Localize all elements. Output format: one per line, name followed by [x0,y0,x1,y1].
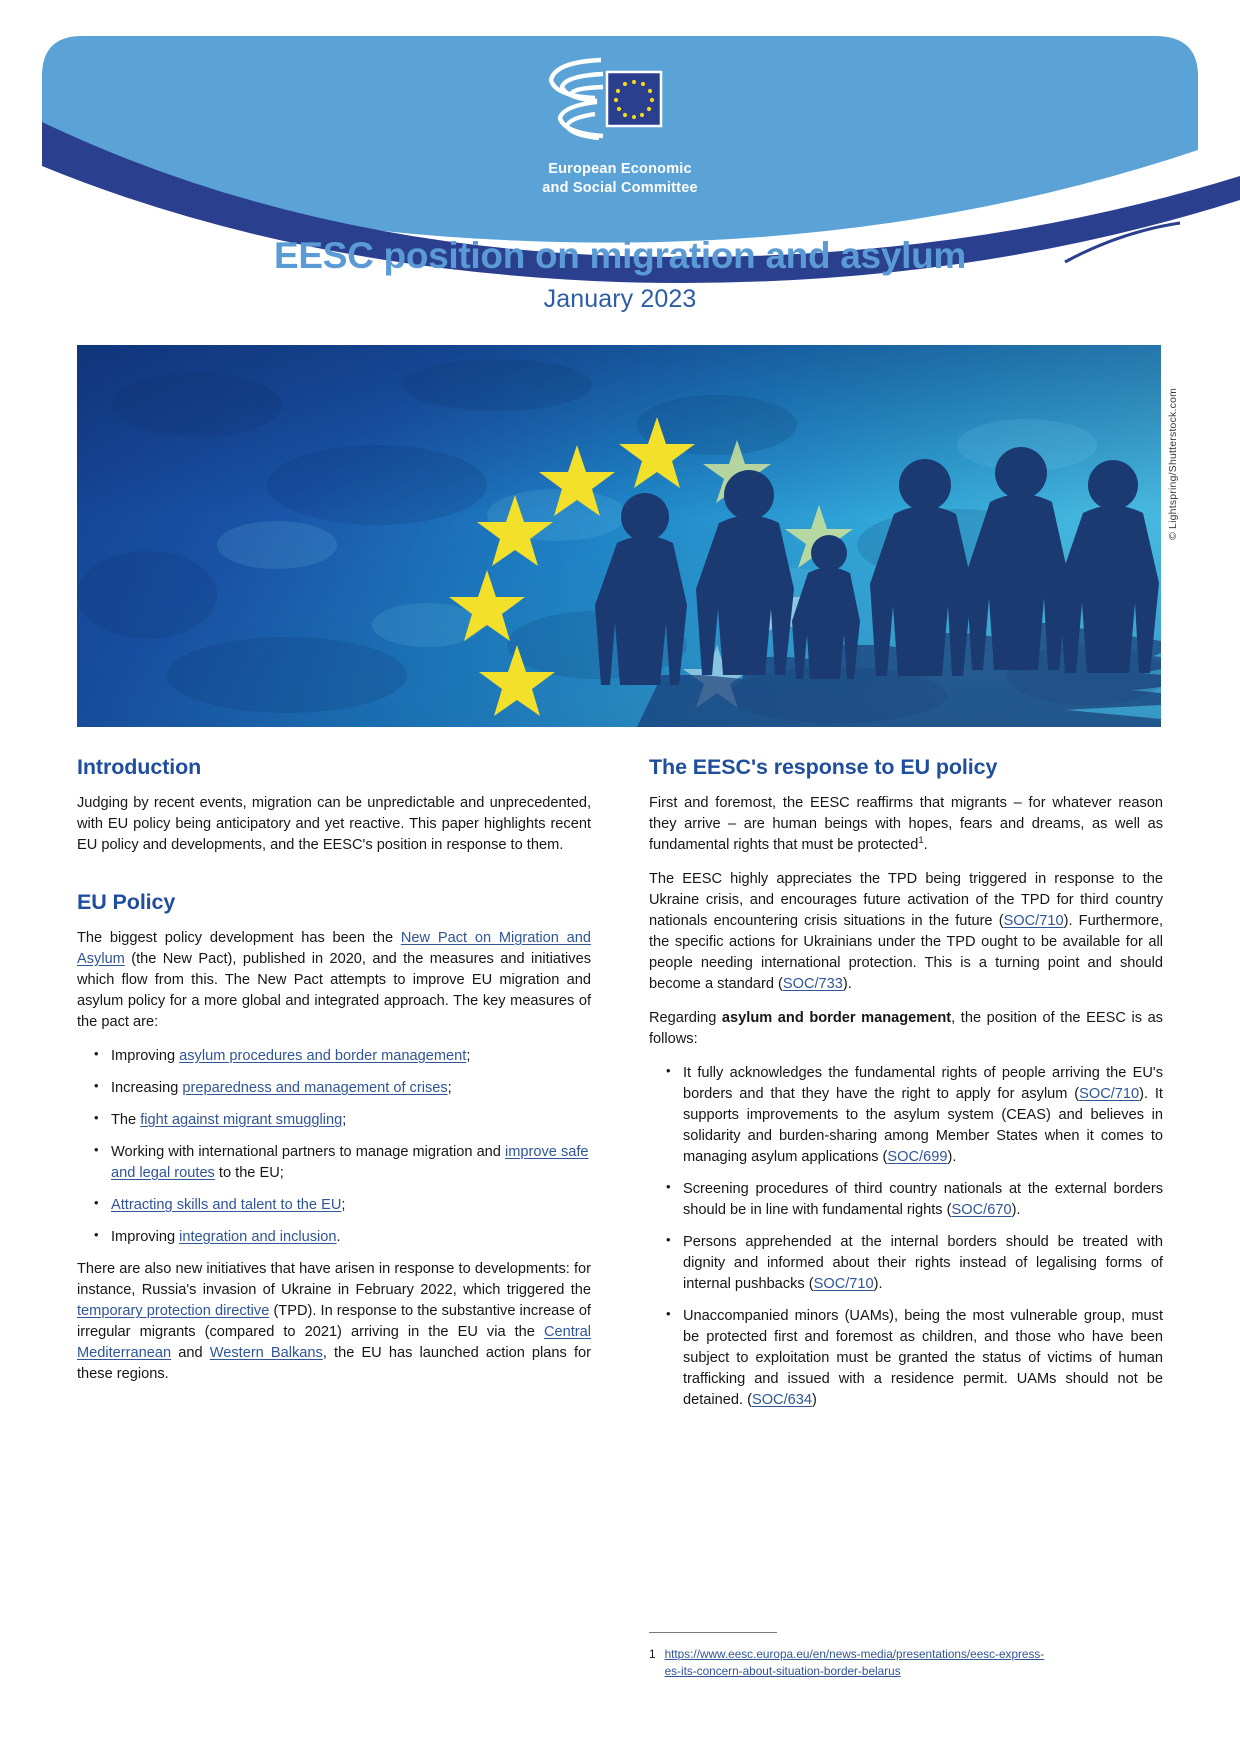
eesc-response-paragraph-3 [649,1008,1163,1050]
text-fragment: Improving [111,1048,180,1064]
section-heading-eu-policy: EU Policy [77,890,176,914]
eu-policy-intro-paragraph [77,928,591,1033]
text-fragment: Unaccompanied minors (UAMs), being the most vulnerable group, must be protected first and foremost as children, and those who have been subject to exploitation must be granted the status of victims of human trafficking and issued with a residence permit. UAMs should not be detained. ( [683,1308,1163,1408]
eesc-logo-block [0,44,1240,198]
text-fragment: There are also new initiatives that have arisen in response to developments: for instance, Russia's invasion of Ukraine in February 2022, which triggered the [77,1261,591,1298]
organisation-line-2: and Social Committee [542,180,698,197]
text-fragment: ). It supports improvements to the asylum system (CEAS) and believes in solidarity and burden-sharing among Member States when it comes to managing asylum applications ( [683,1086,1163,1165]
text-fragment: (TPD). In response to the substantive increase of irregular migrants (compared to 2021) arriving in the EU via the [77,1303,591,1340]
section-heading-eesc-response: The EESC's response to EU policy [649,755,998,779]
list-item [649,1179,1163,1221]
eesc-logo-icon [533,44,708,154]
list-item [77,1078,591,1099]
text-fragment: to the EU; [214,1165,284,1181]
text-fragment: First and foremost, the EESC reaffirms that migrants – for whatever reason they arrive – are human beings with hopes, fears and dreams, as well as fundamental rights that must be protected [649,795,1163,853]
image-credit: © Lightspring/Shutterstock.com [1167,387,1179,540]
title-area [0,236,1240,314]
footnote-text [665,1646,1045,1680]
text-fragment: ). [947,1149,957,1165]
list-item [649,1063,1163,1168]
list-item [649,1306,1163,1411]
publication-date: January 2023 [543,284,697,313]
text-fragment: (the New Pact), published in 2020, and the measures and initiatives which flow from this. The New Pact attempts to improve EU migration and asylum policy for a more global and integrated approach. The key measures of the pact are: [77,951,591,1030]
footnote-number: 1 [649,1647,656,1661]
text-fragment: Persons apprehended at the internal borders should be treated with dignity and informed about their rights instead of legalising forms of internal pushbacks ( [683,1234,1163,1292]
eu-policy-closing-paragraph [77,1259,591,1385]
link-soc-634[interactable]: SOC/634 [751,1392,812,1408]
text-fragment: ; [342,1112,347,1128]
right-column [649,755,1163,1422]
eesc-response-paragraph-2 [649,869,1163,995]
text-fragment: Working with international partners to manage migration and [111,1144,505,1160]
organisation-line-1: European Economic [548,161,692,177]
left-column [77,755,591,1422]
list-item [77,1227,591,1248]
text-fragment: The biggest policy development has been the [77,930,401,946]
introduction-paragraph: Judging by recent events, migration can be unpredictable and unprecedented, with EU policy being anticipatory and yet reactive. This paper highlights recent EU policy and developments, and the EESC's position in response to them. [77,795,591,853]
list-item [77,1142,591,1184]
text-fragment: Screening procedures of third country nationals at the external borders should be in line with fundamental rights ( [683,1181,1163,1218]
emphasis-asylum-and-border-management: asylum and border management [721,1010,952,1026]
link-soc-710-c[interactable]: SOC/710 [813,1276,874,1292]
link-attracting-skills-and-talent-to-the-eu[interactable]: Attracting skills and talent to the EU [111,1197,342,1213]
hero-image [77,345,1161,727]
footnote-url-line-1: https://www.eesc.europa.eu/en/news-media/presentations/eesc-express- [664,1647,1045,1661]
list-item [77,1195,591,1216]
text-fragment: ; [341,1197,346,1213]
link-asylum-procedures-and-border-management[interactable]: asylum procedures and border management [179,1048,467,1064]
hero-illustration [77,345,1161,727]
eesc-position-list [649,1063,1163,1411]
link-soc-710-a[interactable]: SOC/710 [1003,913,1064,929]
text-fragment: Increasing [111,1080,183,1096]
link-new-pact-on-migration-and-asylum[interactable]: New Pact on Migration and Asylum [77,930,591,967]
text-fragment: ). [873,1276,883,1292]
text-fragment: . [923,837,928,853]
text-fragment: and [171,1345,210,1361]
footnote-marker[interactable]: 1 [918,835,924,847]
text-fragment: ; [466,1048,471,1064]
list-item [77,1046,591,1067]
link-soc-670[interactable]: SOC/670 [951,1202,1012,1218]
eesc-response-paragraph-1 [649,793,1163,856]
link-soc-699[interactable]: SOC/699 [887,1149,948,1165]
text-fragment: ) [812,1392,817,1408]
link-western-balkans[interactable]: Western Balkans [209,1345,323,1361]
footnote-divider [649,1632,777,1633]
text-fragment: ). [1011,1202,1021,1218]
organisation-name [0,160,1240,198]
eesc-logo [533,44,708,154]
text-fragment: The EESC highly appreciates the TPD being triggered in response to the Ukraine crisis, and encourages future activation of the TPD for third country nationals encountering crisis situations in the future ( [649,871,1163,929]
text-fragment: , the position of the EESC is as follows: [649,1010,1163,1047]
link-central-mediterranean[interactable]: Central Mediterranean [77,1324,591,1361]
text-fragment: ; [447,1080,452,1096]
link-temporary-protection-directive[interactable]: temporary protection directive [77,1303,270,1319]
link-fight-against-migrant-smuggling[interactable]: fight against migrant smuggling [140,1112,343,1128]
link-preparedness-and-management-of-crises[interactable]: preparedness and management of crises [182,1080,448,1096]
footnote-item [649,1646,1163,1680]
text-fragment: Improving [111,1229,180,1245]
section-heading-introduction: Introduction [77,755,202,779]
text-fragment: ). [842,976,852,992]
text-fragment: The [111,1112,141,1128]
footnote-url-line-2: es-its-concern-about-situation-border-belarus [664,1664,901,1679]
list-item [77,1110,591,1131]
link-soc-710-b[interactable]: SOC/710 [1079,1086,1140,1102]
page-title: EESC position on migration and asylum [274,235,966,276]
footnote-block [649,1632,1163,1680]
list-item [649,1232,1163,1295]
link-improve-safe-and-legal-routes[interactable]: improve safe and legal routes [111,1144,589,1181]
footnote-url-link[interactable] [665,1647,1045,1678]
text-fragment: ). Furthermore, the specific actions for Ukrainians under the TPD ought to be available for all people needing international protection. This is a turning point and should become a standard ( [649,913,1163,992]
text-fragment: It fully acknowledges the fundamental rights of people arriving the EU's borders and that they have the right to apply for asylum ( [683,1065,1163,1102]
link-integration-and-inclusion[interactable]: integration and inclusion [179,1229,337,1245]
text-fragment: Regarding [649,1010,722,1026]
text-fragment: , the EU has launched action plans for these regions. [77,1345,591,1382]
content-columns [77,755,1163,1422]
eu-policy-measures-list [77,1046,591,1248]
text-fragment: . [336,1229,341,1245]
link-soc-733[interactable]: SOC/733 [782,976,843,992]
